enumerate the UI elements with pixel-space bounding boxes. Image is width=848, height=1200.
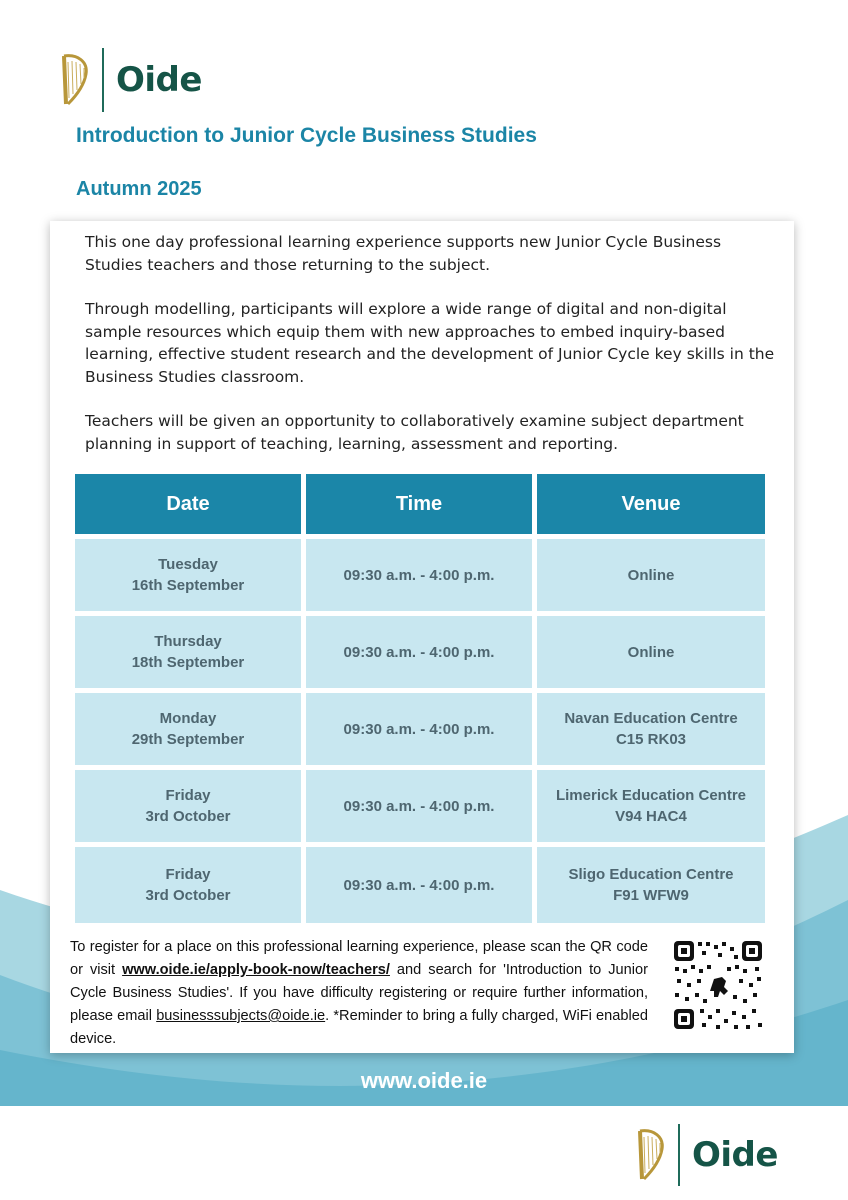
intro-paragraph: Teachers will be given an opportunity to collaboratively examine subject department planning in support of teaching, learning, assessment and reporting. [85,412,744,453]
venue-name: Online [627,566,675,584]
venue-name: Sligo Education Centre [568,866,734,883]
date-cell [75,847,301,923]
registration-text-part: . *Reminder to bring a fully charged, WiFi enabled device. [70,1008,648,1047]
header-date: Date [75,474,301,534]
table-header-row [75,474,765,534]
registration-link[interactable]: www.oide.ie/apply-book-now/teachers/ [122,962,390,978]
logo-text: Oide [692,1135,778,1175]
time-cell: 09:30 a.m. - 4:00 p.m. [306,539,532,611]
date-day: Thursday [154,633,222,650]
date-cell [75,616,301,688]
date-day: Tuesday [158,556,218,573]
date-date: 29th September [131,731,245,748]
time-cell: 09:30 a.m. - 4:00 p.m. [306,616,532,688]
date-date: 3rd October [145,887,231,904]
venue-cell [537,847,765,923]
page-title: Introduction to Junior Cycle Business Studies [76,124,537,147]
venue-cell [537,616,765,688]
time-cell: 09:30 a.m. - 4:00 p.m. [306,847,532,923]
oide-logo [58,48,202,112]
venue-eircode: V94 HAC4 [615,808,687,825]
date-day: Monday [159,710,217,727]
table-row [75,693,765,765]
date-date: 3rd October [145,808,231,825]
date-day: Friday [165,787,211,804]
date-cell [75,693,301,765]
table-row [75,770,765,842]
harp-icon [58,52,92,108]
intro-paragraph: This one day professional learning experience supports new Junior Cycle Business Studies teachers and those returning to the subject. [85,233,722,274]
logo-divider [102,48,104,112]
date-cell [75,770,301,842]
registration-text-part: To register for a place on this professional learning experience, please scan the QR code or visit [70,939,648,978]
venue-name: Navan Education Centre [564,710,738,727]
venue-eircode: F91 WFW9 [613,887,689,904]
date-cell [75,539,301,611]
venue-name: Limerick Education Centre [555,787,747,804]
date-date: 18th September [131,654,245,671]
venue-name: Online [627,643,675,661]
time-cell: 09:30 a.m. - 4:00 p.m. [306,693,532,765]
table-row [75,539,765,611]
logo-text: Oide [116,60,202,100]
page-subtitle: Autumn 2025 [76,178,202,200]
date-date: 16th September [131,577,245,594]
oide-logo-footer [634,1124,778,1186]
intro-paragraph: Through modelling, participants will explore a wide range of digital and non-digital sample resources which equip them with new approaches to embed inquiry-based learning, effective student research and the development of Junior Cycle key skills in the Business Studies classroom. [85,300,775,386]
content-card [50,221,794,1053]
table-row [75,847,765,923]
table-row [75,616,765,688]
qr-code[interactable] [672,939,764,1031]
registration-text [70,936,648,1051]
venue-eircode: C15 RK03 [615,731,687,748]
time-cell: 09:30 a.m. - 4:00 p.m. [306,770,532,842]
schedule-table [75,474,765,928]
venue-cell [537,770,765,842]
venue-cell [537,693,765,765]
date-day: Friday [165,866,211,883]
header-venue: Venue [537,474,765,534]
footer-website[interactable]: www.oide.ie [360,1068,488,1093]
venue-cell [537,539,765,611]
harp-icon [634,1127,668,1183]
intro-text [85,231,775,477]
logo-divider [678,1124,680,1186]
registration-text-part: and search for 'Introduction to Junior Cycle Business Studies'. If you have difficulty registering or require further information, please email [70,962,648,1024]
header-time: Time [306,474,532,534]
email-link[interactable]: businesssubjects@oide.ie [156,1008,326,1024]
